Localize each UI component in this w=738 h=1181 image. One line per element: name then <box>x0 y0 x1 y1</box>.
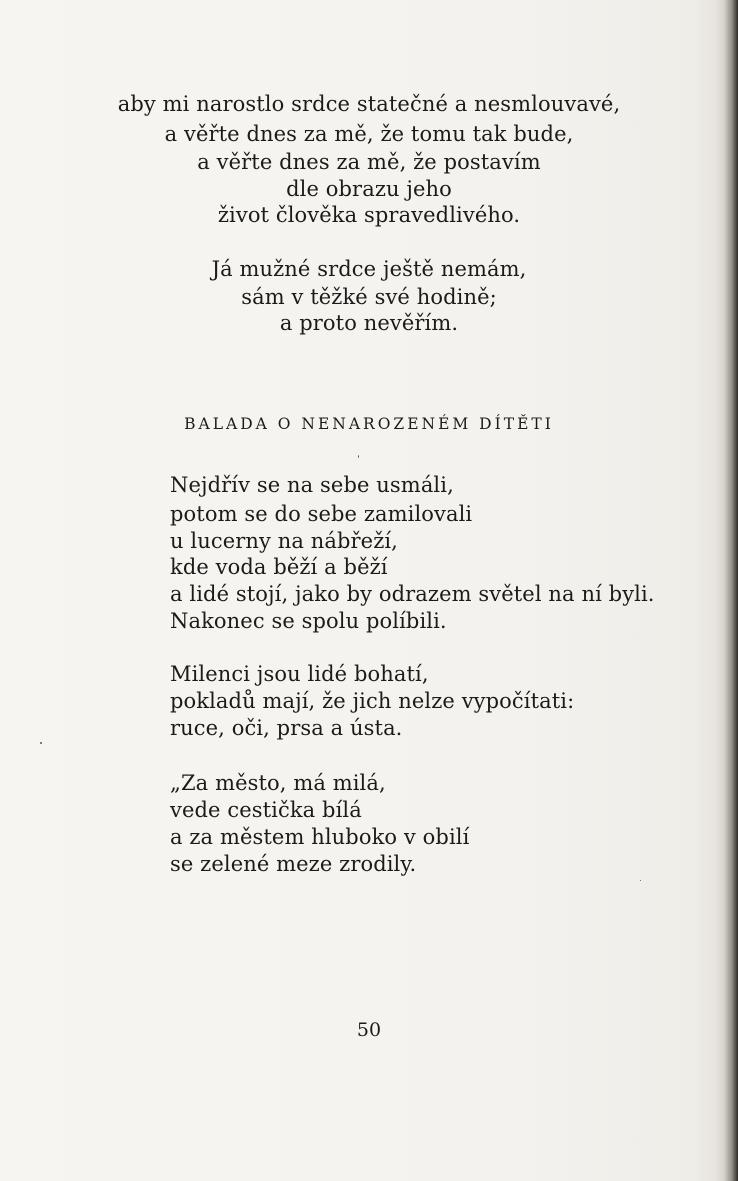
paper-speck <box>640 880 641 881</box>
poem-title: BALADA O NENAROZENÉM DÍTĚTI <box>184 415 554 433</box>
page-number: 50 <box>356 1019 382 1041</box>
verse-line: a věřte dnes za mě, že postavím <box>197 150 541 174</box>
verse-line: a proto nevěřím. <box>279 311 459 335</box>
verse-line: u lucerny na nábřeží, <box>170 529 398 553</box>
verse-line: ruce, oči, prsa a ústa. <box>170 716 403 740</box>
verse-line: a lidé stojí, jako by odrazem světel na ní byli. <box>170 582 655 606</box>
verse-line: Nakonec se spolu políbili. <box>170 609 447 633</box>
verse-line: „Za město, má milá, <box>170 771 386 795</box>
verse-line: Nejdřív se na sebe usmáli, <box>170 473 454 497</box>
verse-line: vede cestička bílá <box>170 798 362 822</box>
verse-line: kde voda běží a běží <box>170 555 388 579</box>
verse-line: aby mi narostlo srdce statečné a nesmlouvavé, <box>117 92 621 116</box>
verse-line: život člověka spravedlivého. <box>217 203 521 227</box>
verse-line: sám v těžké své hodině; <box>241 285 497 309</box>
verse-line: a věřte dnes za mě, že tomu tak bude, <box>164 122 574 146</box>
book-spine-shadow <box>724 0 738 1181</box>
verse-line: Já mužné srdce ještě nemám, <box>211 257 527 281</box>
verse-line: pokladů mají, že jich nelze vypočítati: <box>170 689 575 713</box>
verse-line: se zelené meze zrodily. <box>170 852 417 876</box>
verse-line: potom se do sebe zamilovali <box>170 502 473 526</box>
paper-speck <box>358 455 359 458</box>
paper-speck <box>40 742 42 744</box>
verse-line: Milenci jsou lidé bohatí, <box>170 662 429 686</box>
verse-line: dle obrazu jeho <box>286 177 452 201</box>
verse-line: a za městem hluboko v obilí <box>170 825 470 849</box>
